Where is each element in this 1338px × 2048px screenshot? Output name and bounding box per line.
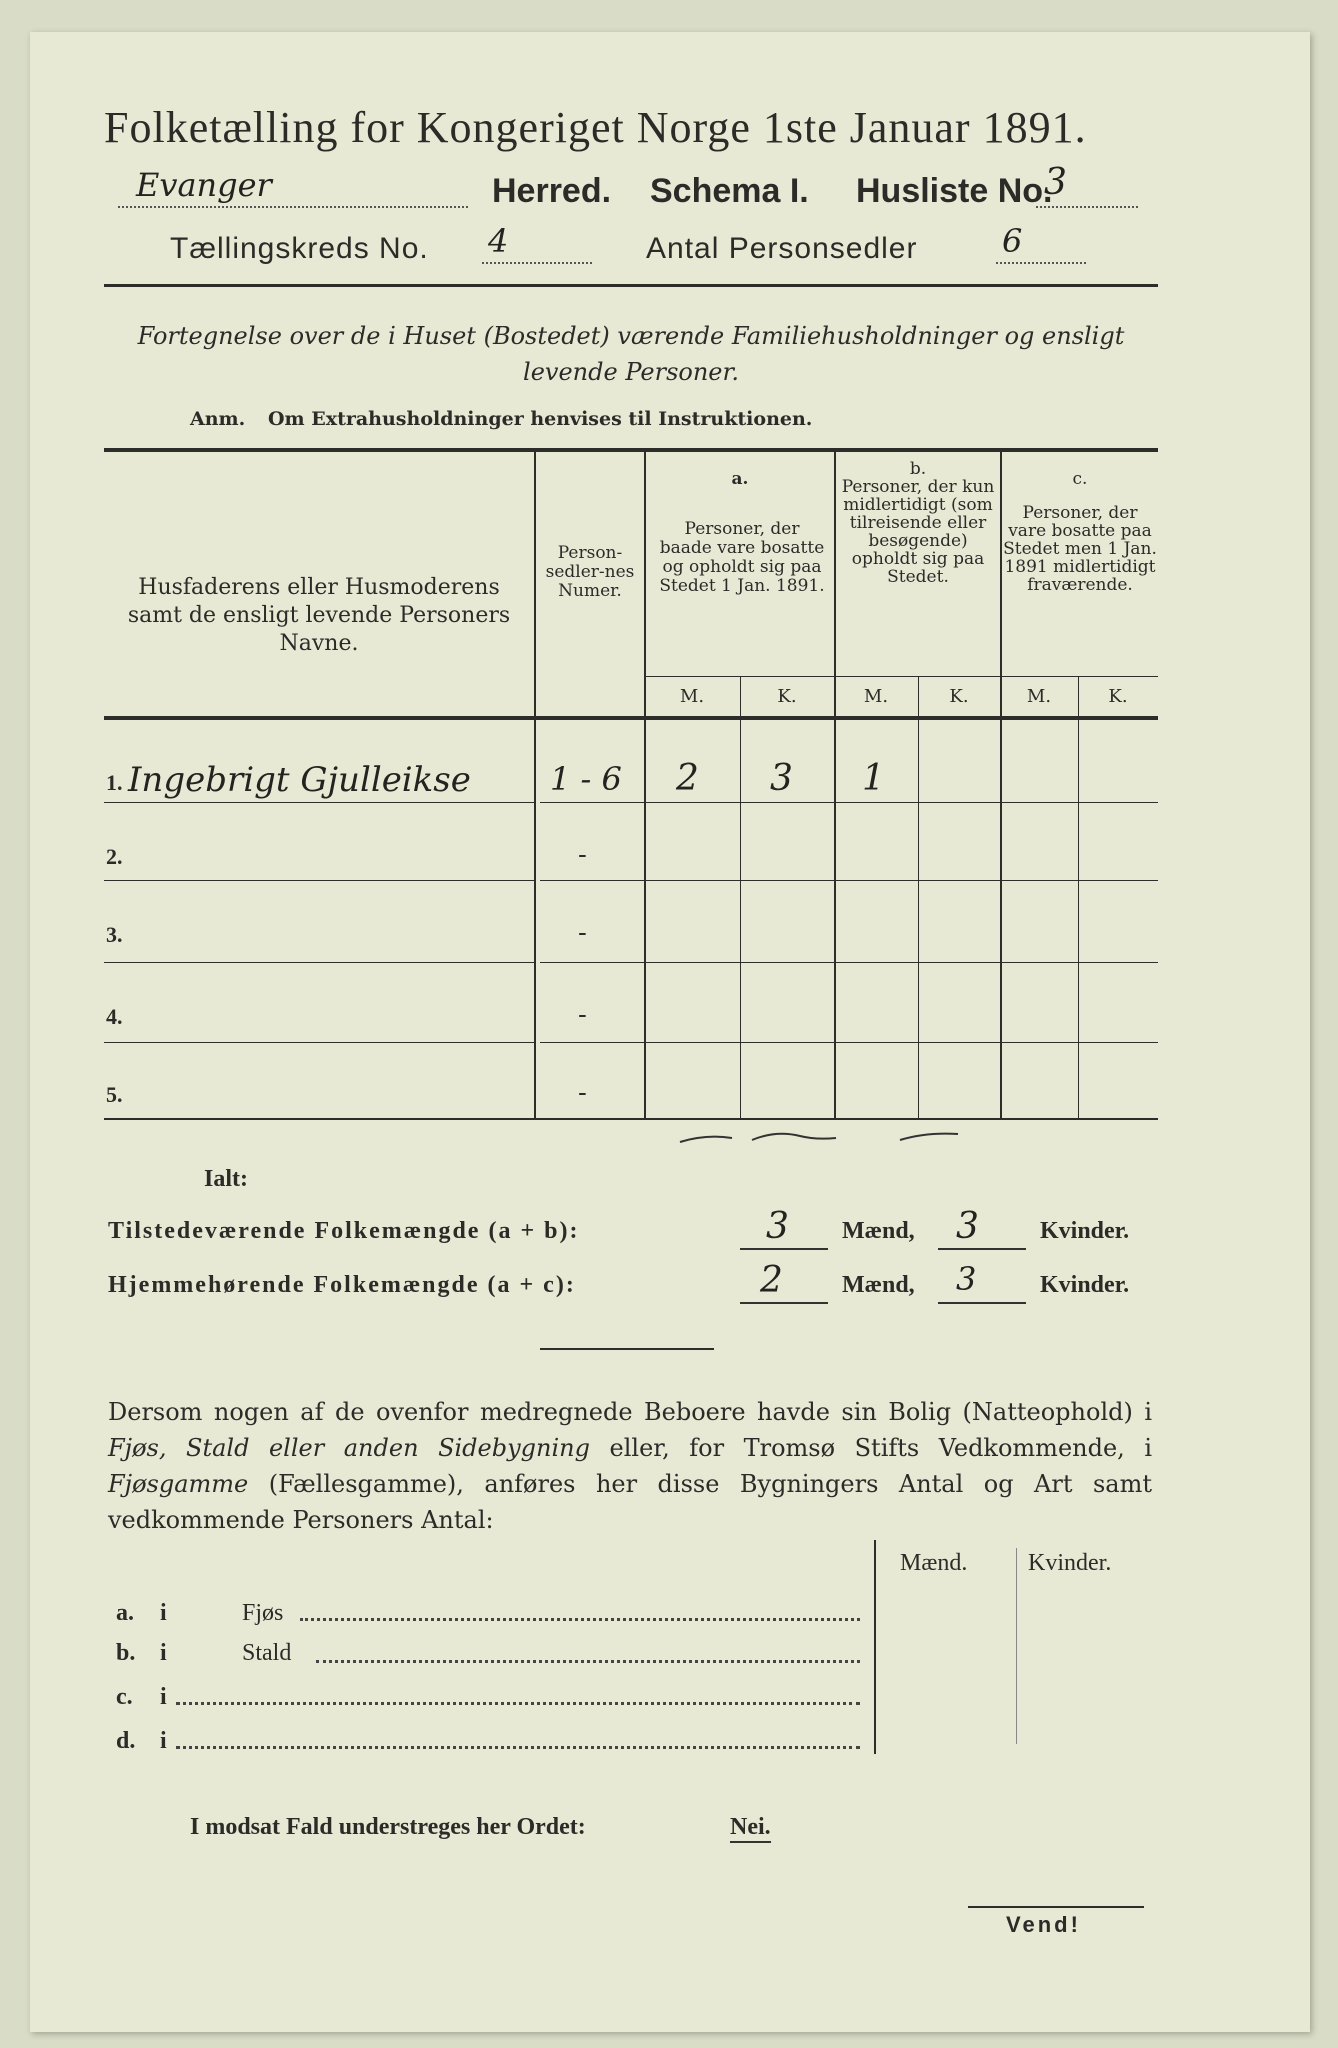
row-numer: - <box>578 1078 587 1108</box>
buildings-kvinder-header: Kvinder. <box>1028 1550 1112 1576</box>
row-numer: - <box>578 918 587 948</box>
c-mk-divider <box>1078 676 1079 1118</box>
husliste-label: Husliste No. <box>856 172 1053 210</box>
row-rule <box>540 880 1158 881</box>
col-a-letter: a. <box>731 469 749 489</box>
herred-value: Evanger <box>136 166 272 204</box>
a-m-label: M. <box>679 686 705 707</box>
schema-label: Schema I. <box>650 172 809 210</box>
taellingskreds-label: Tællingskreds No. <box>170 232 429 265</box>
anm-text: Om Extrahusholdninger henvises til Instruktionen. <box>268 408 813 430</box>
section-divider <box>540 1348 714 1350</box>
col-divider-1 <box>534 450 536 1118</box>
husliste-field <box>1036 162 1138 217</box>
hjemme-label: Hjemmehørende Folkemængde (a + c): <box>108 1272 576 1298</box>
col-names-header: Husfaderens eller Husmoderens samt de ensligt levende Personers Navne. <box>127 575 511 656</box>
pen-strokes <box>676 1124 976 1156</box>
ialt-label: Ialt: <box>204 1166 248 1192</box>
a-k-label: K. <box>777 686 797 707</box>
item-letter: b. <box>116 1640 136 1666</box>
antal-label: Antal Personsedler <box>646 232 918 265</box>
col-divider-3 <box>834 450 836 1118</box>
col-a-header: Personer, der baade vare bosatte og opholdt sig paa Stedet 1 Jan. 1891. <box>659 519 825 596</box>
item-prep: i <box>160 1640 167 1666</box>
hjemme-kvinder-field <box>938 1282 1026 1304</box>
anm-label: Anm. <box>190 408 246 430</box>
row-number: 5. <box>106 1082 123 1107</box>
tilstede-label: Tilstedeværende Folkemængde (a + b): <box>108 1218 580 1244</box>
item-letter: a. <box>116 1600 134 1626</box>
row-rule <box>540 802 1158 803</box>
hjemme-kvinder-label: Kvinder. <box>1040 1272 1130 1298</box>
row-number: 4. <box>106 1004 123 1029</box>
item-prep: i <box>160 1728 167 1754</box>
c-k-label: K. <box>1108 686 1128 707</box>
vend-rule <box>968 1906 1144 1908</box>
item-dots <box>300 1618 860 1621</box>
item-dots <box>316 1660 860 1663</box>
herred-field <box>118 166 468 208</box>
header-rule <box>104 284 1158 287</box>
herred-line <box>118 166 468 217</box>
taellingskreds-field <box>482 222 592 272</box>
tilstede-kvinder-label: Kvinder. <box>1040 1218 1130 1244</box>
vend-text: Vend! <box>1006 1912 1081 1937</box>
col-c-header: Personer, der vare bosatte paa Stedet men 1 Jan. 1891 midlertidigt fraværende. <box>1003 503 1157 595</box>
tilstede-kvinder-value: 3 <box>956 1206 979 1247</box>
row-a-m: 2 <box>676 758 699 799</box>
row-rule <box>104 880 534 881</box>
b-mk-divider <box>918 676 919 1118</box>
buildings-maend-header: Mænd. <box>900 1550 968 1576</box>
a-mk-divider <box>740 676 741 1118</box>
row-numer: - <box>578 1000 587 1030</box>
form-title: Folketælling for Kongeriget Norge 1ste Januar 1891. <box>104 103 1087 152</box>
hjemme-maend-field <box>740 1282 828 1304</box>
paragraph-italic-2: Fjøsgamme <box>108 1470 249 1498</box>
buildings-paragraph <box>108 1394 1152 1538</box>
paragraph-part-2: eller, for Tromsø Stifts Vedkommende, i <box>590 1434 1153 1462</box>
paragraph-part-3: (Fællesgamme), anføres her disse Bygningers Antal og Art samt vedkommende Personers Antal: <box>108 1470 1152 1534</box>
hjemme-maend-value: 2 <box>760 1260 783 1301</box>
taellingskreds-value: 4 <box>488 222 510 260</box>
row-number: 3. <box>106 922 123 947</box>
antal-value: 6 <box>1002 222 1024 260</box>
paragraph-part-1: Dersom nogen af de ovenfor medregnede Beboere havde sin Bolig (Natteophold) i <box>108 1398 1152 1426</box>
row-name: Ingebrigt Gjulleikse <box>128 760 471 800</box>
col-divider-2 <box>644 450 646 1118</box>
row-rule <box>104 1042 534 1043</box>
table-bottom-rule <box>104 1118 1158 1120</box>
paragraph-italic-1: Fjøs, Stald eller anden Sidebygning <box>108 1434 590 1462</box>
row-rule <box>540 962 1158 963</box>
item-dots <box>176 1702 860 1705</box>
item-prep: i <box>160 1600 167 1626</box>
row-number: 1. <box>106 770 123 795</box>
hjemme-kvinder-value: 3 <box>956 1260 977 1298</box>
husliste-value: 3 <box>1044 162 1067 203</box>
buildings-divider-mid <box>1016 1548 1017 1744</box>
row-a-k: 3 <box>770 758 793 799</box>
tilstede-kvinder-field <box>938 1228 1026 1250</box>
modsat-text: I modsat Fald understreges her Ordet: <box>190 1814 586 1840</box>
antal-field <box>996 222 1086 272</box>
col-numer-header: Person-sedler-nes Numer. <box>545 543 635 601</box>
row-numer: - <box>578 840 587 870</box>
tilstede-maend-label: Mænd, <box>842 1218 915 1244</box>
col-c-letter: c. <box>1072 469 1088 489</box>
buildings-divider-left <box>874 1540 876 1754</box>
row-b-m: 1 <box>862 758 885 799</box>
tilstede-maend-value: 3 <box>766 1206 789 1247</box>
item-letter: c. <box>116 1684 133 1710</box>
mk-header-rule <box>644 676 1158 677</box>
husliste-underline <box>1036 162 1138 208</box>
item-dots <box>176 1746 860 1749</box>
item-prep: i <box>160 1684 167 1710</box>
c-m-label: M. <box>1026 686 1052 707</box>
modsat-word: Nei. <box>730 1814 771 1843</box>
intro-text: Fortegnelse over de i Huset (Bostedet) værende Familiehusholdninger og ensligt levende Personer. <box>137 322 1125 386</box>
col-b-letter: b. <box>909 459 927 479</box>
herred-label: Herred. <box>492 172 612 210</box>
hjemme-maend-label: Mænd, <box>842 1272 915 1298</box>
col-b-header: Personer, der kun midlertidigt (som tilreisende eller besøgende) opholdt sig paa Stedet. <box>841 477 995 587</box>
row-rule <box>104 802 534 803</box>
row-number: 2. <box>106 844 123 869</box>
item-label: Fjøs <box>242 1600 284 1626</box>
row-rule <box>540 1042 1158 1043</box>
b-k-label: K. <box>949 686 969 707</box>
row-rule <box>104 962 534 963</box>
item-label: Stald <box>242 1640 292 1666</box>
taellingskreds-underline <box>482 222 592 264</box>
item-letter: d. <box>116 1728 136 1754</box>
row-numer: 1 - 6 <box>550 760 622 798</box>
antal-underline <box>996 222 1086 264</box>
b-m-label: M. <box>863 686 889 707</box>
